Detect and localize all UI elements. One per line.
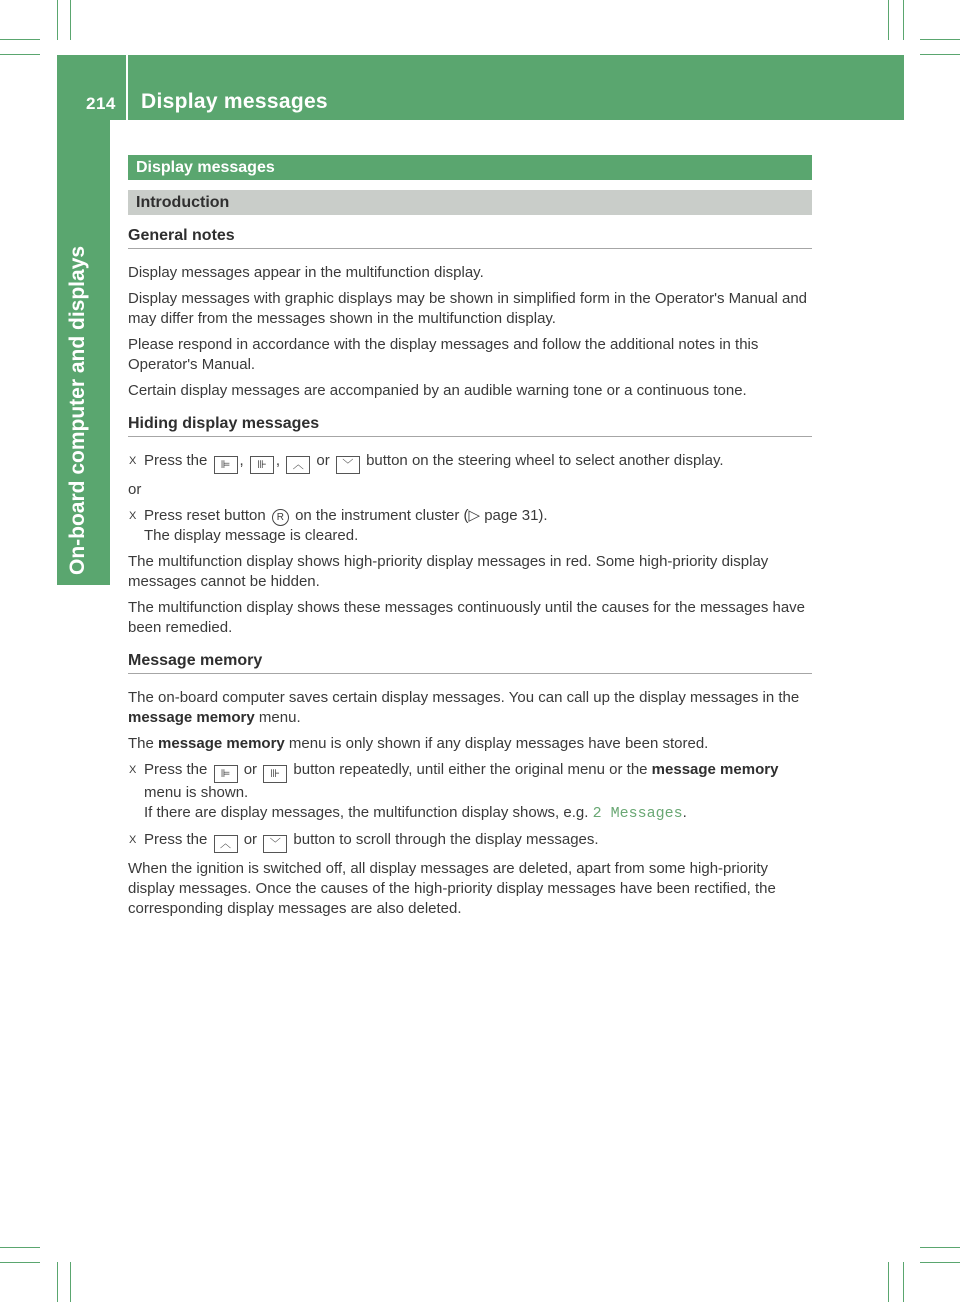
crop-mark <box>57 0 58 40</box>
text: menu is only shown if any display messages have been stored. <box>284 735 709 752</box>
crop-mark <box>920 1247 960 1248</box>
step-text: or <box>239 761 262 778</box>
crop-mark <box>888 1262 889 1302</box>
header-title: Display messages <box>141 90 328 113</box>
down-button-icon: ﹀ <box>263 835 287 853</box>
instruction-step <box>128 506 812 546</box>
heading-general-notes: General notes <box>128 227 812 249</box>
crop-mark <box>0 1262 40 1263</box>
crop-mark <box>57 1262 58 1302</box>
crop-mark <box>0 39 40 40</box>
step-text: or <box>239 831 262 848</box>
paragraph: Display messages appear in the multifunction display. <box>128 264 484 281</box>
step-text: Press the <box>144 831 212 848</box>
paragraph <box>128 688 812 728</box>
step-text: or <box>312 452 334 469</box>
step-text: , <box>275 452 285 469</box>
section-title: Display messages <box>128 155 812 180</box>
step-text: , <box>239 452 248 469</box>
up-button-icon: ︿ <box>214 835 238 853</box>
section-subtitle: Introduction <box>128 190 812 215</box>
instruction-step <box>128 451 812 474</box>
left-button-icon: ⊫ <box>214 765 238 783</box>
crop-mark <box>903 0 904 40</box>
right-button-icon: ⊪ <box>250 456 274 474</box>
crop-mark <box>70 0 71 40</box>
left-button-icon: ⊫ <box>214 456 238 474</box>
paragraph: Please respond in accordance with the display messages and follow the additional notes in this Operator's Manual. <box>128 336 759 373</box>
step-text: button repeatedly, until either the original menu or the <box>289 761 652 778</box>
header-divider <box>126 55 128 120</box>
menu-name: message memory <box>158 735 285 752</box>
crop-mark <box>0 1247 40 1248</box>
step-result: The display message is cleared. <box>144 527 359 544</box>
step-text: Press reset button <box>144 507 270 524</box>
chapter-tab-text: On-board computer and displays <box>66 245 89 575</box>
or-text: or <box>128 481 142 498</box>
step-arrow-icon: X <box>129 834 137 846</box>
paragraph: Display messages with graphic displays may be shown in simplified form in the Operator's Manual and may differ from the messages shown in the multifunction display. <box>128 290 808 327</box>
crop-mark <box>903 1262 904 1302</box>
step-arrow-icon: X <box>129 764 137 776</box>
step-text: . <box>682 804 687 821</box>
main-content <box>128 155 812 925</box>
menu-name: message memory <box>651 761 779 778</box>
page-number: 214 <box>86 94 116 113</box>
paragraph <box>128 734 812 754</box>
step-text: Press the <box>144 761 212 778</box>
step-text: ). <box>538 507 548 524</box>
text: The <box>128 735 159 752</box>
step-text: button to scroll through the display messages. <box>289 831 599 848</box>
step-arrow-icon: X <box>129 455 137 467</box>
up-button-icon: ︿ <box>286 456 310 474</box>
crop-mark <box>920 39 960 40</box>
step-arrow-icon: X <box>129 510 137 522</box>
down-button-icon: ﹀ <box>336 456 360 474</box>
display-message-example: 2 Messages <box>592 805 683 822</box>
instruction-step <box>128 830 812 853</box>
crop-mark <box>920 1262 960 1263</box>
paragraph: Certain display messages are accompanied by an audible warning tone or a continuous tone. <box>128 382 747 399</box>
menu-name: message memory <box>128 709 255 726</box>
step-text: If there are display messages, the multifunction display shows, e.g. <box>144 804 593 821</box>
step-text: button on the steering wheel to select another display. <box>361 452 724 469</box>
heading-message-memory: Message memory <box>128 652 812 674</box>
text: The on-board computer saves certain display messages. You can call up the display messages in the <box>128 689 800 706</box>
heading-hiding: Hiding display messages <box>128 415 812 437</box>
paragraph: The multifunction display shows high-priority display messages in red. Some high-priority display messages cannot be hidden. <box>128 553 769 590</box>
crop-mark <box>920 54 960 55</box>
text: menu. <box>254 709 301 726</box>
step-text: menu is shown. <box>144 784 249 801</box>
step-text: on the instrument cluster ( <box>290 507 469 524</box>
crop-mark <box>70 1262 71 1302</box>
instruction-step <box>128 760 812 824</box>
page-reference-link[interactable]: ▷ page 31 <box>468 507 539 524</box>
crop-mark <box>888 0 889 40</box>
right-button-icon: ⊪ <box>263 765 287 783</box>
paragraph: When the ignition is switched off, all display messages are deleted, apart from some high-priority display messages. Once the causes of the high-priority display messages have been rectified, the corresponding display messages are also deleted. <box>128 860 776 917</box>
reset-button-icon: R <box>272 509 289 526</box>
paragraph: The multifunction display shows these messages continuously until the causes for the messages have been remedied. <box>128 599 806 636</box>
crop-mark <box>0 54 40 55</box>
step-text: Press the <box>144 452 212 469</box>
